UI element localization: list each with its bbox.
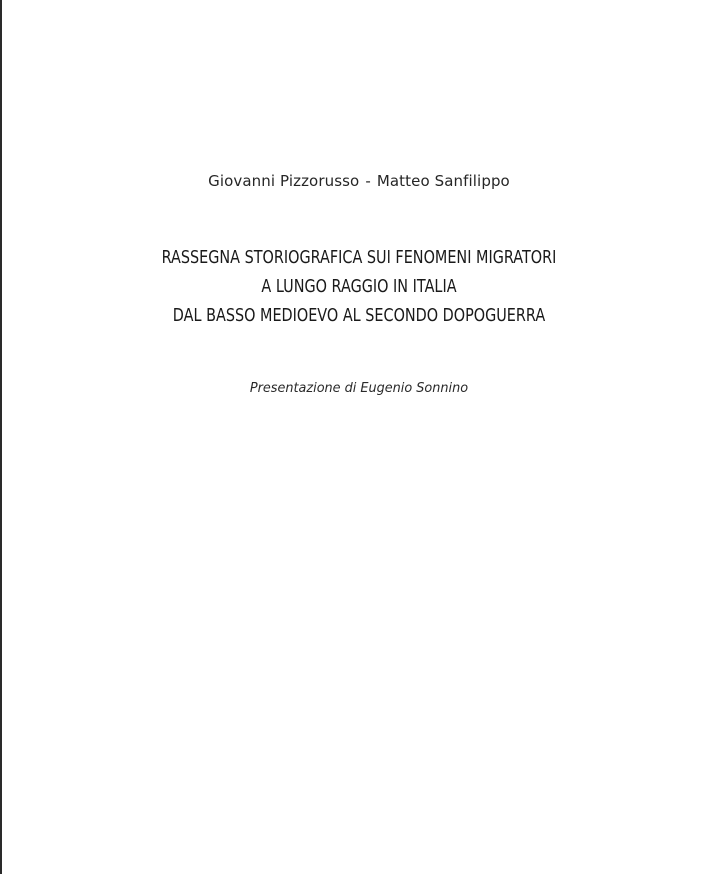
author-first: Giovanni Pizzorusso xyxy=(208,172,360,190)
title-line-3: DAL BASSO MEDIOEVO AL SECONDO DOPOGUERRA xyxy=(172,305,546,326)
author-second: Matteo Sanfilippo xyxy=(376,172,510,190)
author-separator: - xyxy=(365,172,371,190)
title-line-1: RASSEGNA STORIOGRAFICA SUI FENOMENI MIGRATORI xyxy=(161,247,557,268)
page-edge xyxy=(0,0,2,874)
presentation-credit: Presentazione di Eugenio Sonnino xyxy=(249,380,469,396)
book-title xyxy=(72,243,646,330)
title-line-2: A LUNGO RAGGIO IN ITALIA xyxy=(261,276,457,297)
authors-line xyxy=(0,172,702,190)
